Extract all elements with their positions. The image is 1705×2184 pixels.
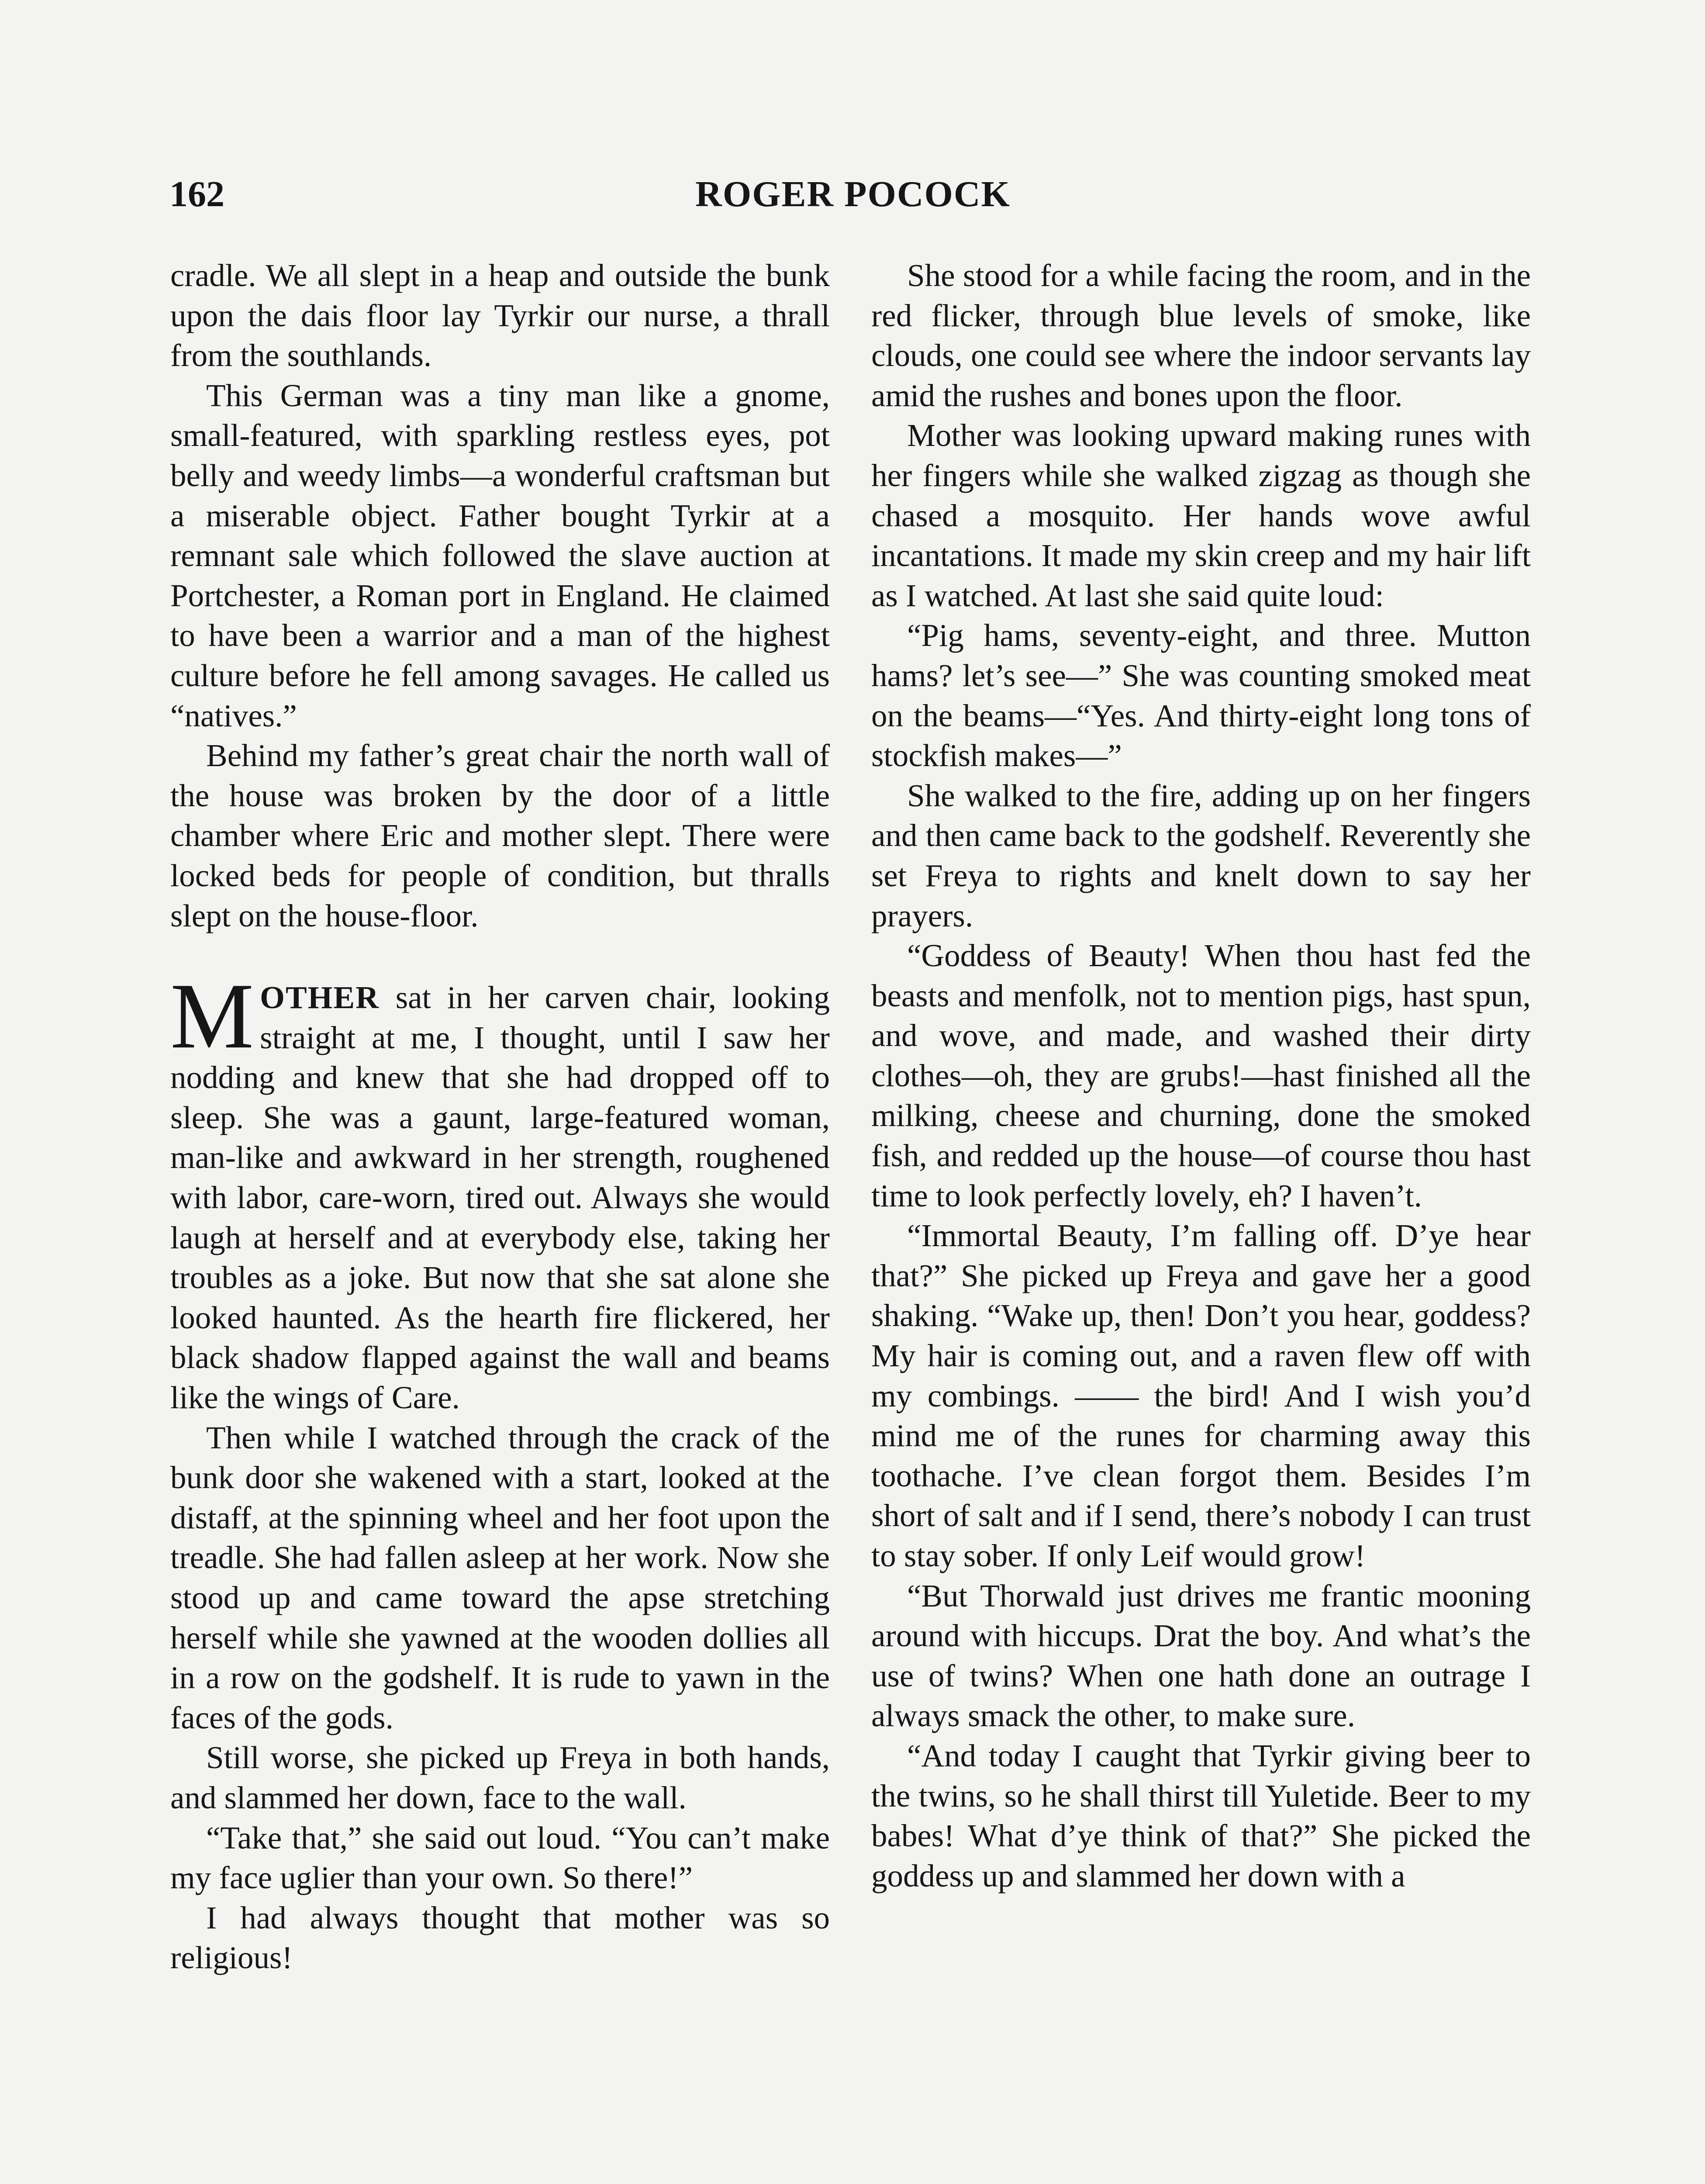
paragraph: “Goddess of Beauty! When thou hast fed the beasts and menfolk, not to mention pigs, hast spun, and wove, and made, and washed their dirty clothes—oh, they are grubs!—hast finished all the milking, cheese and churning, done the smoked fish, and redded up the house—of course thou hast time to look perfectly lovely, eh? I haven’t. bbox=[871, 938, 1531, 1213]
paragraph: “And today I caught that Tyrkir giving beer to the twins, so he shall thirst till Yuletide. Beer to my babes! What d’ye think of that?” She picked the goddess up and slammed her down with a bbox=[871, 1738, 1531, 1894]
section-paragraph bbox=[170, 964, 830, 1418]
left-column bbox=[170, 256, 830, 1978]
paragraph: “Immortal Beauty, I’m falling off. D’ye hear that?” She picked up Freya and gave her a good shaking. “Wake up, then! Don’t you hear, goddess? My hair is coming out, and a raven flew off with my combings. —— the bird! And I wish you’d mind me of the runes for charming away this toothache. I’ve clean forgot them. Besides I’m short of salt and if I send, there’s nobody I can trust to stay sober. If only Leif would grow! bbox=[871, 1218, 1531, 1573]
page-number: 162 bbox=[169, 174, 224, 214]
paragraph-text: sat in her carven chair, looking straight at me, I thought, until I saw her nodding and knew that she had dropped off to sleep. She was a gaunt, large-featured woman, man-like and awkward in her strength, roughened with labor, care-worn, tired out. Always she would laugh at herself and at everybody else, taking her troubles as a joke. But now that she sat alone she looked haunted. As the hearth fire flickered, her black shadow flapped against the wall and beams like the wings of Care. bbox=[170, 980, 830, 1416]
paragraph: Mother was looking upward making runes with her fingers while she walked zigzag as though she chased a mosquito. Her hands wove awful incantations. It made my skin creep and my hair lift as I watched. At last she said quite loud: bbox=[871, 418, 1531, 613]
paragraph: This German was a tiny man like a gnome, small-featured, with sparkling restless eyes, pot belly and weedy limbs—a wonderful craftsman but a miserable object. Father bought Tyrkir at a remnant sale which followed the slave auction at Portchester, a Roman port in England. He claimed to have been a warrior and a man of the highest culture before he fell among savages. He called us “natives.” bbox=[170, 377, 830, 733]
page-header bbox=[169, 168, 1536, 221]
paragraph: Then while I watched through the crack of the bunk door she wakened with a start, looked at the distaff, at the spinning wheel and her foot upon the treadle. She had fallen asleep at her work. Now she stood up and came toward the apse stretching herself while she yawned at the wooden dollies all in a row on the godshelf. It is rude to yawn in the faces of the gods. bbox=[170, 1420, 830, 1735]
drop-cap: M bbox=[170, 964, 254, 1068]
paragraph: She walked to the fire, adding up on her fingers and then came back to the godshelf. Reverently she set Freya to rights and knelt down to say her prayers. bbox=[871, 778, 1531, 933]
paragraph: Behind my father’s great chair the north wall of the house was broken by the door of a little chamber where Eric and mother slept. There were locked beds for people of condition, but thralls slept on the house-floor. bbox=[170, 738, 830, 933]
paragraph: “But Thorwald just drives me frantic mooning around with hiccups. Drat the boy. And what’s the use of twins? When one hath done an outrage I always smack the other, to make sure. bbox=[871, 1578, 1531, 1734]
paragraph: “Take that,” she said out loud. “You can’t make my face uglier than your own. So there!” bbox=[170, 1820, 830, 1896]
paragraph: She stood for a while facing the room, and in the red flicker, through blue levels of smoke, like clouds, one could see where the indoor servants lay amid the rushes and bones upon the floor. bbox=[871, 258, 1531, 413]
paragraph: I had always thought that mother was so religious! bbox=[170, 1900, 830, 1976]
paragraph: Still worse, she picked up Freya in both hands, and slammed her down, face to the wall. bbox=[170, 1740, 830, 1815]
small-caps-lead: OTHER bbox=[260, 980, 380, 1016]
paragraph: “Pig hams, seventy-eight, and three. Mutton hams? let’s see—” She was counting smoked meat on the beams—“Yes. And thirty-eight long tons of stockfish makes—” bbox=[871, 618, 1531, 774]
right-column bbox=[871, 256, 1531, 1896]
paragraph: cradle. We all slept in a heap and outside the bunk upon the dais floor lay Tyrkir our nurse, a thrall from the southlands. bbox=[170, 258, 830, 373]
running-head: ROGER POCOCK bbox=[695, 174, 1011, 214]
